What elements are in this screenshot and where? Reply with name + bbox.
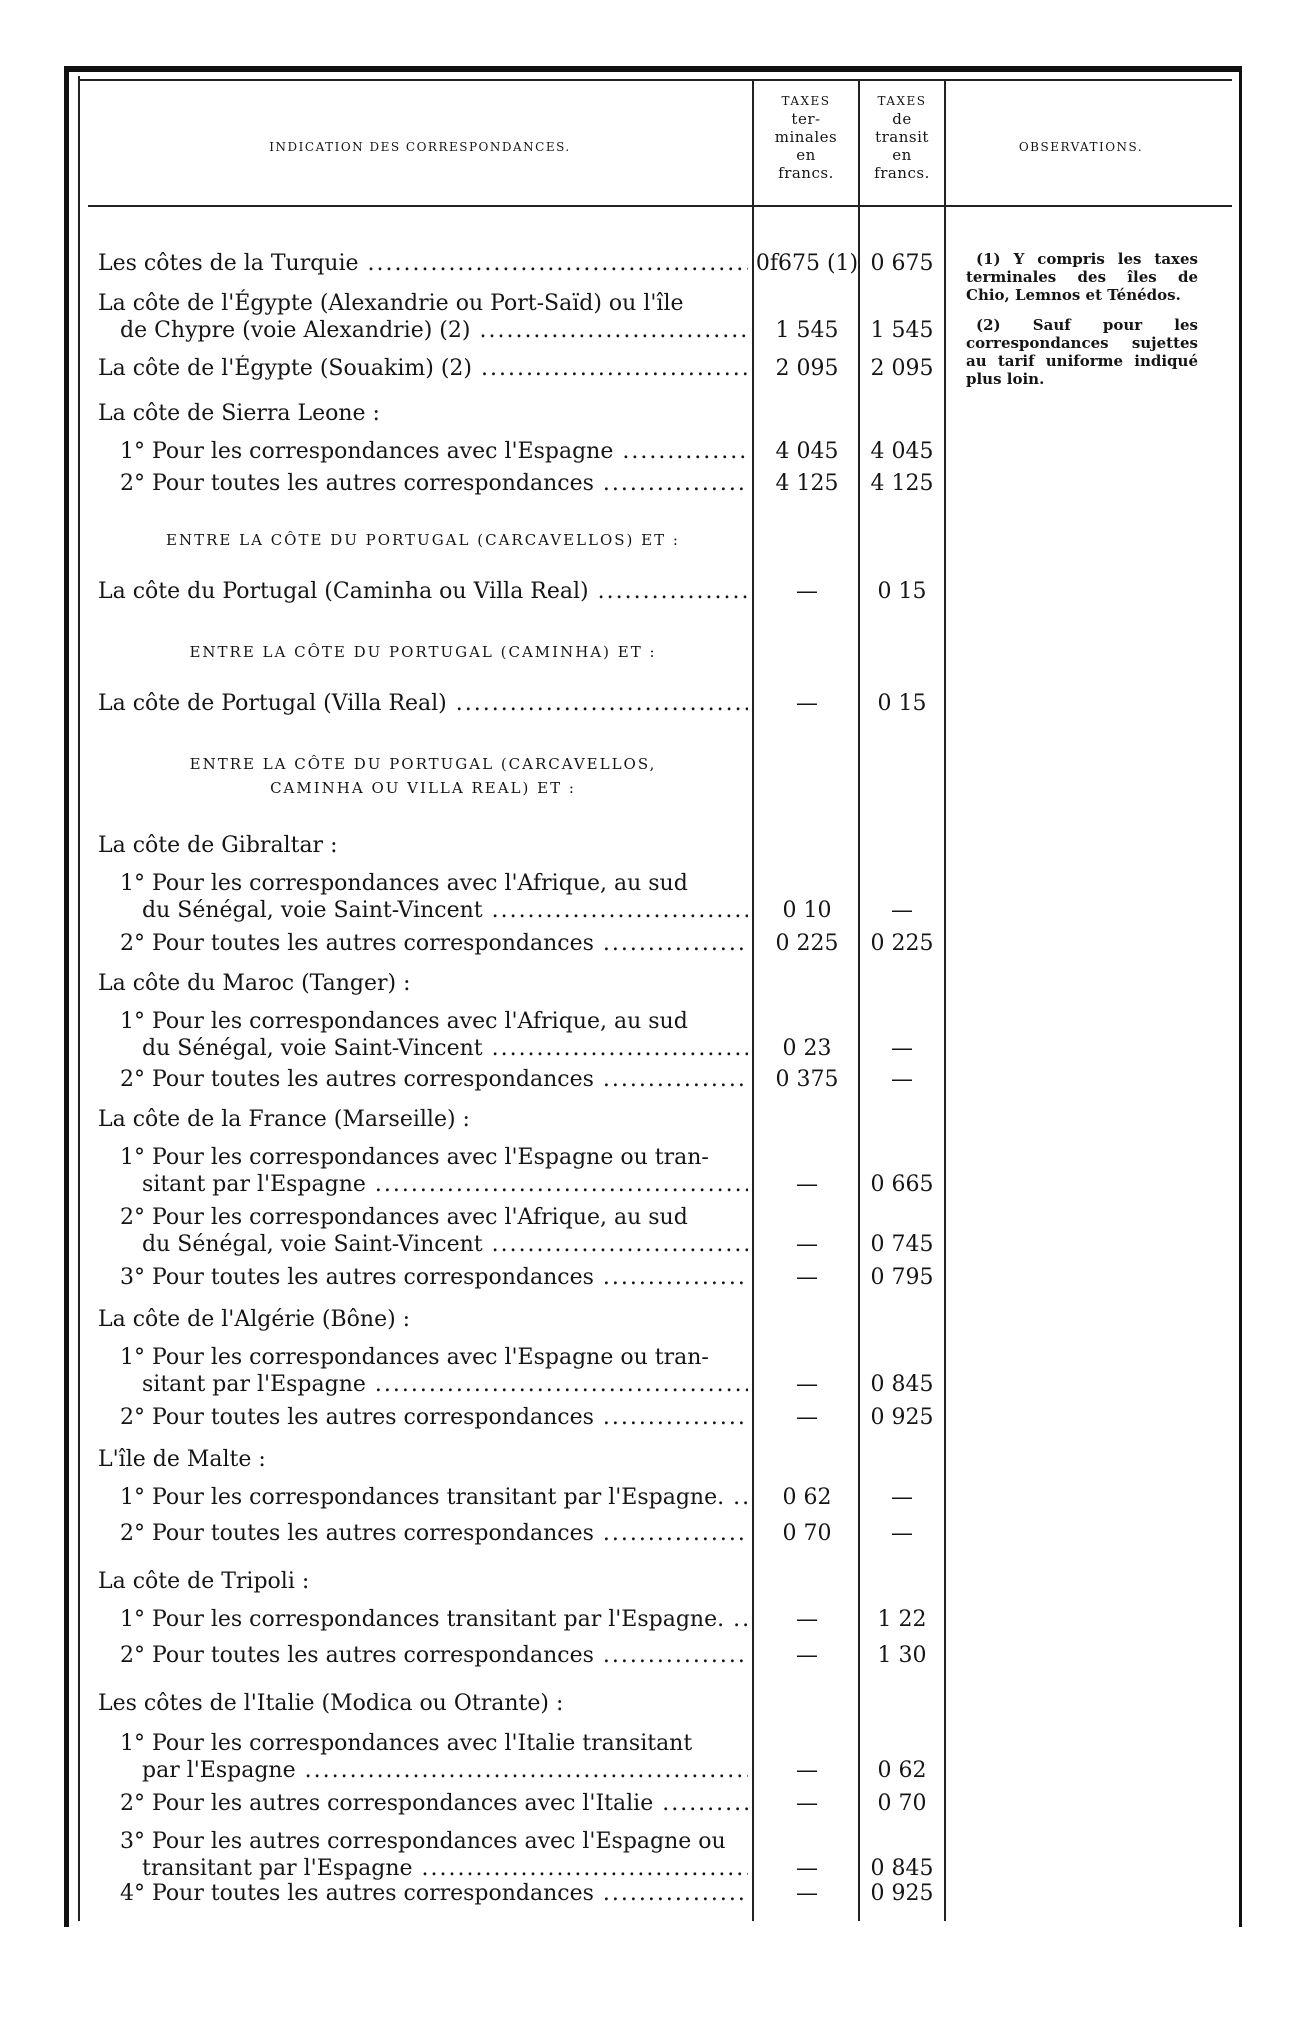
- table-row-label: [98, 1446, 748, 1473]
- header-observations: OBSERVATIONS.: [1018, 140, 1144, 154]
- header-taxes-terminales-line: en: [796, 146, 816, 164]
- row-label-continuation: du Sénégal, voie Saint-Vincent .....: [120, 1035, 748, 1062]
- row-label-line: 2° Pour toutes les autres correspondances .....: [120, 470, 748, 497]
- tax-terminal-value: —: [796, 1856, 818, 1881]
- tax-transit-value: 0 925: [870, 1881, 934, 1906]
- column-rule-1: [752, 81, 754, 1921]
- row-label-continuation: par l'Espagne .....: [120, 1757, 748, 1784]
- table-row-label: [98, 400, 748, 427]
- row-label-continuation: du Sénégal, voie Saint-Vincent .....: [120, 1231, 748, 1258]
- row-label-continuation: transitant par l'Espagne .....: [120, 1855, 748, 1882]
- row-label-line: La côte de l'Égypte (Souakim) (2) .....: [98, 355, 748, 382]
- row-label-continuation: sitant par l'Espagne .....: [120, 1371, 748, 1398]
- row-label-line: 3° Pour les autres correspondances avec l'Espagne ou: [120, 1829, 726, 1854]
- tax-terminal-value: 0 225: [775, 931, 839, 956]
- header-taxes-terminales-line: ter-: [791, 110, 821, 128]
- row-label-continuation: du Sénégal, voie Saint-Vincent .....: [120, 897, 748, 924]
- tax-terminal-value: —: [796, 1881, 818, 1906]
- header-taxes-terminales-line: TAXES: [781, 94, 831, 108]
- header-taxes-terminales-line: francs.: [778, 164, 834, 182]
- tax-terminal-value: —: [796, 1372, 818, 1397]
- table-row-label: [120, 930, 748, 957]
- tax-transit-value: 0 745: [870, 1232, 934, 1257]
- tax-terminal-value: 0 62: [782, 1485, 832, 1510]
- tax-transit-value: 1 30: [877, 1643, 927, 1668]
- tax-terminal-value: —: [796, 1607, 818, 1632]
- tax-transit-value: 0 925: [870, 1405, 934, 1430]
- tax-transit-value: 1 22: [877, 1607, 927, 1632]
- table-row-label: [98, 355, 748, 382]
- row-label-line: La côte de Portugal (Villa Real) .....: [98, 690, 748, 717]
- tax-transit-value: 4 125: [870, 471, 934, 496]
- observation-note-1: (1) Y compris les taxes terminales des îles de Chio, Lemnos et Ténédos.: [966, 250, 1198, 304]
- observations-notes: [966, 250, 1198, 400]
- table-row-label: [98, 690, 748, 717]
- tax-transit-value: 2 095: [870, 356, 934, 381]
- row-label-line: 4° Pour toutes les autres correspondances .....: [120, 1880, 748, 1907]
- header-taxes-terminales-line: minales: [774, 128, 838, 146]
- header-taxes-transit-line: en: [892, 146, 912, 164]
- tax-transit-value: —: [891, 1485, 913, 1510]
- tax-terminal-value: —: [796, 1643, 818, 1668]
- tax-transit-value: 0 70: [877, 1791, 927, 1816]
- tax-transit-value: —: [891, 1036, 913, 1061]
- tax-transit-value: 0 62: [877, 1758, 927, 1783]
- header-taxes-transit-line: francs.: [874, 164, 930, 182]
- tax-terminal-value: 4 125: [775, 471, 839, 496]
- row-label-line: La côte de la France (Marseille) :: [98, 1107, 470, 1132]
- table-row-label: [120, 470, 748, 497]
- table-row-label: [120, 1606, 748, 1633]
- tax-transit-value: 0 665: [870, 1172, 934, 1197]
- row-label-line: Les côtes de l'Italie (Modica ou Otrante) :: [98, 1691, 564, 1716]
- row-label-line: La côte de l'Égypte (Alexandrie ou Port-Saïd) ou l'île: [98, 291, 684, 316]
- tax-terminal-value: 1 545: [775, 318, 839, 343]
- tax-transit-value: —: [891, 898, 913, 923]
- row-label-continuation: de Chypre (voie Alexandrie) (2) .....: [98, 317, 748, 344]
- table-row-label: [120, 1880, 748, 1907]
- row-label-line: 2° Pour les autres correspondances avec l'Italie .....: [120, 1790, 748, 1817]
- table-row-label: [120, 1264, 748, 1291]
- tax-transit-value: 0 795: [870, 1265, 934, 1290]
- header-taxes-transit: [860, 92, 944, 182]
- row-label-continuation: sitant par l'Espagne .....: [120, 1171, 748, 1198]
- row-label-line: 1° Pour les correspondances avec l'Afrique, au sud: [120, 1009, 688, 1034]
- table-row-label: [120, 1828, 748, 1882]
- table-row-label: [98, 970, 748, 997]
- section-heading: [98, 752, 748, 800]
- tax-transit-value: 0 15: [877, 579, 927, 604]
- header-top-rule: [80, 79, 1232, 81]
- row-label-line: 2° Pour toutes les autres correspondances .....: [120, 930, 748, 957]
- tax-transit-value: 4 045: [870, 439, 934, 464]
- row-label-line: 1° Pour les correspondances avec l'Italie transitant: [120, 1731, 693, 1756]
- row-label-line: 1° Pour les correspondances avec l'Espagne ou tran-: [120, 1145, 709, 1170]
- table-row-label: [98, 832, 748, 859]
- tax-transit-value: 0 675: [870, 251, 934, 276]
- table-row-label: [120, 1520, 748, 1547]
- table-row-label: [120, 1404, 748, 1431]
- header-taxes-terminales: [754, 92, 858, 182]
- row-label-line: La côte de Sierra Leone :: [98, 401, 380, 426]
- tax-terminal-value: 0 70: [782, 1521, 832, 1546]
- tax-terminal-value: —: [796, 1791, 818, 1816]
- table-row-label: [120, 1344, 748, 1398]
- tax-terminal-value: —: [796, 1172, 818, 1197]
- row-label-line: 2° Pour toutes les autres correspondances .....: [120, 1642, 748, 1669]
- section-heading-line: ENTRE LA CÔTE DU PORTUGAL (CARCAVELLOS) ET :: [166, 531, 680, 549]
- table-row-label: [98, 1106, 748, 1133]
- table-row-label: [98, 1690, 748, 1717]
- row-label-line: L'île de Malte :: [98, 1447, 266, 1472]
- tax-terminal-value: —: [796, 579, 818, 604]
- column-rule-3: [944, 81, 946, 1921]
- section-heading-line: ENTRE LA CÔTE DU PORTUGAL (CARCAVELLOS,: [189, 755, 657, 773]
- tax-terminal-value: —: [796, 1758, 818, 1783]
- row-label-line: 3° Pour toutes les autres correspondances .....: [120, 1264, 748, 1291]
- table-row-label: [120, 1066, 748, 1093]
- row-label-line: La côte de Gibraltar :: [98, 833, 338, 858]
- table-row-label: [98, 1568, 748, 1595]
- section-heading-line: CAMINHA OU VILLA REAL) ET :: [270, 779, 576, 797]
- header-bottom-rule: [88, 205, 1232, 207]
- tax-transit-value: 0 225: [870, 931, 934, 956]
- header-indication: INDICATION DES CORRESPONDANCES.: [269, 140, 571, 154]
- header-taxes-transit-line: TAXES: [877, 94, 927, 108]
- tax-terminal-value: 0 10: [782, 898, 832, 923]
- observation-note-2: (2) Sauf pour les correspondances sujettes au tarif uniforme indiqué plus loin.: [966, 316, 1198, 388]
- row-label-line: 1° Pour les correspondances avec l'Afrique, au sud: [120, 871, 688, 896]
- section-heading: [98, 528, 748, 552]
- row-label-line: 2° Pour les correspondances avec l'Afrique, au sud: [120, 1205, 688, 1230]
- table-row-label: [120, 1484, 748, 1511]
- table-row-label: [98, 578, 748, 605]
- row-label-line: 2° Pour toutes les autres correspondances .....: [120, 1066, 748, 1093]
- tax-terminal-value: 0 375: [775, 1067, 839, 1092]
- tax-transit-value: 0 15: [877, 691, 927, 716]
- row-label-line: La côte de Tripoli :: [98, 1569, 310, 1594]
- tax-terminal-value: 4 045: [775, 439, 839, 464]
- table-row-label: [98, 290, 748, 344]
- row-label-line: 1° Pour les correspondances transitant par l'Espagne. .....: [120, 1606, 748, 1633]
- tax-terminal-value: 0f675 (1): [755, 251, 859, 276]
- table-row-label: [120, 1642, 748, 1669]
- tax-transit-value: —: [891, 1067, 913, 1092]
- section-heading-line: ENTRE LA CÔTE DU PORTUGAL (CAMINHA) ET :: [189, 643, 657, 661]
- tax-transit-value: 0 845: [870, 1372, 934, 1397]
- row-label-line: 1° Pour les correspondances avec l'Espagne ou tran-: [120, 1345, 709, 1370]
- header-taxes-transit-line: de: [892, 110, 912, 128]
- row-label-line: La côte de l'Algérie (Bône) :: [98, 1307, 411, 1332]
- table-row-label: [120, 1730, 748, 1784]
- table-row-label: [120, 1204, 748, 1258]
- tax-terminal-value: —: [796, 691, 818, 716]
- tax-terminal-value: 2 095: [775, 356, 839, 381]
- table-row-label: [98, 250, 748, 277]
- table-row-label: [120, 438, 748, 465]
- section-heading: [98, 640, 748, 664]
- table-inner-left-rule: [78, 76, 80, 1921]
- table-row-label: [120, 1008, 748, 1062]
- table-row-label: [120, 1790, 748, 1817]
- row-label-line: 2° Pour toutes les autres correspondances .....: [120, 1404, 748, 1431]
- row-label-line: 1° Pour les correspondances avec l'Espagne .....: [120, 438, 748, 465]
- row-label-line: La côte du Portugal (Caminha ou Villa Real) .....: [98, 578, 748, 605]
- tax-transit-value: —: [891, 1521, 913, 1546]
- row-label-line: Les côtes de la Turquie .....: [98, 250, 748, 277]
- header-taxes-transit-line: transit: [875, 128, 929, 146]
- row-label-line: 1° Pour les correspondances transitant par l'Espagne. .....: [120, 1484, 748, 1511]
- tax-terminal-value: —: [796, 1232, 818, 1257]
- tax-transit-value: 0 845: [870, 1856, 934, 1881]
- tax-transit-value: 1 545: [870, 318, 934, 343]
- table-row-label: [120, 1144, 748, 1198]
- tax-terminal-value: —: [796, 1405, 818, 1430]
- tax-terminal-value: 0 23: [782, 1036, 832, 1061]
- row-label-line: 2° Pour toutes les autres correspondances .....: [120, 1520, 748, 1547]
- row-label-line: La côte du Maroc (Tanger) :: [98, 971, 411, 996]
- table-row-label: [120, 870, 748, 924]
- tax-terminal-value: —: [796, 1265, 818, 1290]
- table-row-label: [98, 1306, 748, 1333]
